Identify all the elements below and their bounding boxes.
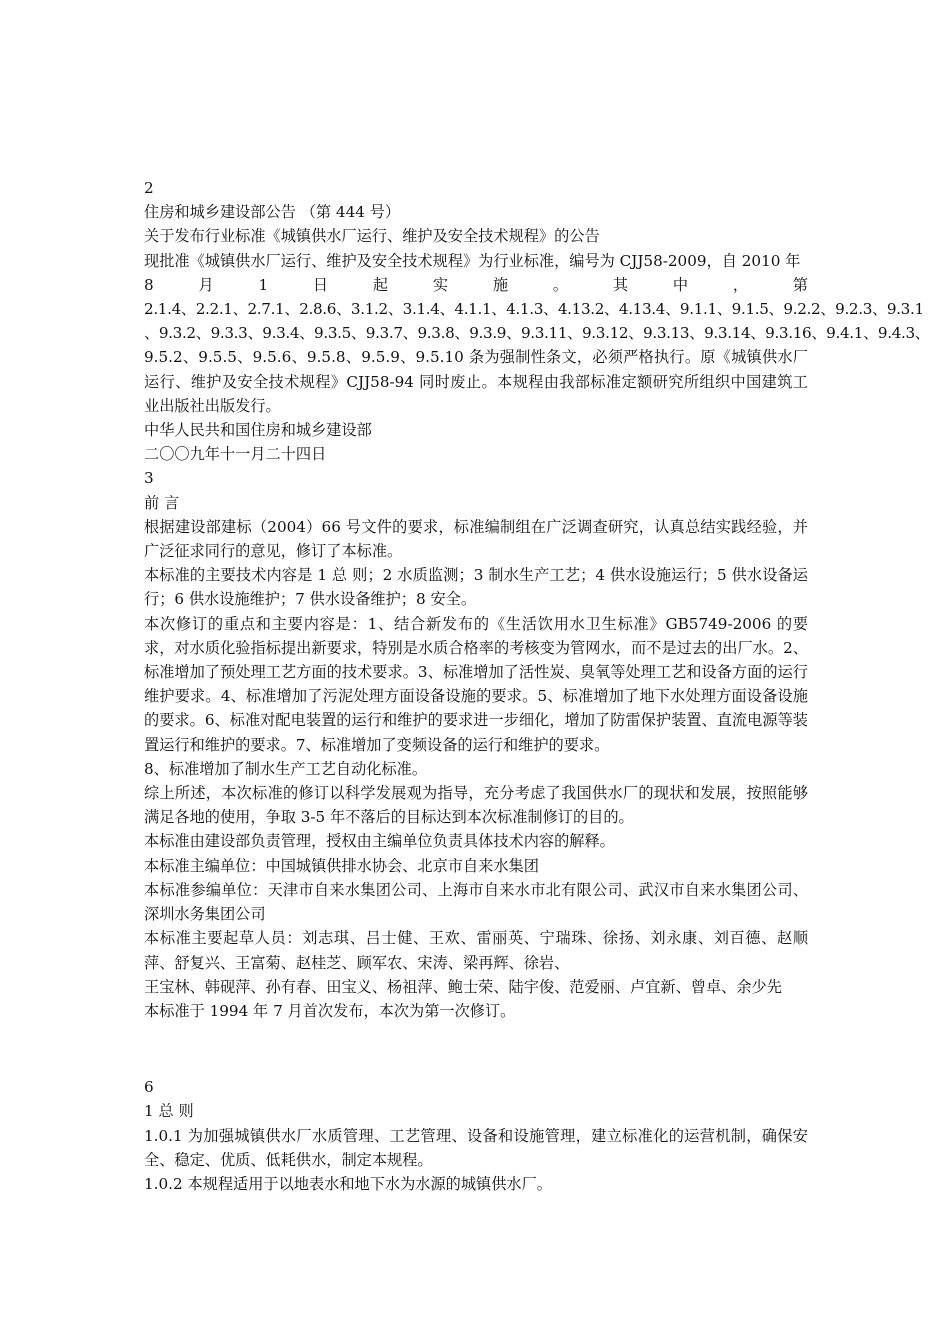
date-word: 日	[312, 275, 329, 294]
preface-paragraph: 综上所述，本次标准的修订以科学发展观为指导，充分考虑了我国供水厂的现状和发展，按照能够满足各地的使用，争取 3-5 年不落后的目标达到本次标准制修订的目的。	[144, 784, 808, 827]
preface-paragraph: 根据建设部建标（2004）66 号文件的要求，标准编制组在广泛调查研究，认真总结实践经验，并广泛征求同行的意见，修订了本标准。	[144, 517, 808, 561]
date-word: 月	[198, 275, 214, 294]
preface-paragraph: 本标准参编单位：天津市自来水集团公司、上海市自来水市北有限公司、武汉市自来水集团公司、深圳水务集团公司	[144, 880, 808, 924]
document-page	[144, 176, 930, 1196]
date-word: 施	[492, 275, 509, 294]
preface-paragraph: 8、标准增加了制水生产工艺自动化标准。	[144, 759, 428, 778]
clause-list-line: 、9.3.2、9.3.3、9.3.4、9.3.5、9.3.7、9.3.8、9.3.9、9.3.11、9.3.12、9.3.13、9.3.14、9.3.16、9.4.1、9.4.3、	[144, 324, 930, 343]
clause-paragraph: 1.0.1 为加强城镇供水厂水质管理、工艺管理、设备和设施管理，建立标准化的运营机制，确保安全、稳定、优质、低耗供水，制定本规程。	[144, 1126, 808, 1169]
date-word: 实	[432, 275, 449, 294]
announcement-heading: 住房和城乡建设部公告 （第 444 号）	[144, 203, 401, 222]
announcement-subheading: 关于发布行业标准《城镇供水厂运行、维护及安全技术规程》的公告	[144, 227, 600, 246]
clause-list-line: 2.1.4、2.2.1、2.7.1、2.8.6、3.1.2、3.1.4、4.1.1、4.1.3、4.13.2、4.13.4、9.1.1、9.1.5、9.2.2、9.2.3、9.3.1	[144, 300, 924, 319]
preface-paragraph: 本标准由建设部负责管理，授权由主编单位负责具体技术内容的解释。	[144, 832, 615, 851]
drafters-list: 本标准主要起草人员：刘志琪、吕士健、王欢、雷丽英、宁瑞珠、徐扬、刘永康、刘百德、赵顺萍、舒复兴、王富菊、赵桂芝、顾军农、宋涛、梁再辉、徐岩、	[144, 929, 808, 972]
drafters-list: 王宝林、韩砚萍、孙有春、田宝义、杨祖萍、鲍士荣、陆宇俊、范爱丽、卢宜新、曾卓、余少先	[144, 977, 782, 996]
preface-paragraph: 本标准的主要技术内容是 1 总 则；2 水质监测；3 制水生产工艺；4 供水设施运行；5 供水设备运行；6 供水设施维护；7 供水设备维护；8 安全。	[144, 566, 808, 609]
page-number: 6	[144, 1078, 154, 1097]
announcement-body: 9.5.2、9.5.5、9.5.6、9.5.8、9.5.9、9.5.10 条为强制性条文，必须严格执行。原《城镇供水厂运行、维护及安全技术规程》CJJ58-94 同时废止。本规程由我部标准定额研究所组织中国建筑工业出版社出版发行。	[144, 348, 808, 415]
page-gap	[144, 1023, 808, 1075]
effective-date-line	[144, 273, 808, 297]
issuer: 中华人民共和国住房和城乡建设部	[144, 421, 372, 440]
preface-heading: 前 言	[144, 493, 180, 512]
issue-date: 二〇〇九年十一月二十四日	[144, 445, 327, 464]
date-word: 。	[552, 275, 569, 294]
date-word: 第	[792, 275, 808, 294]
announcement-body-line: 现批准《城镇供水厂运行、维护及安全技术规程》为行业标准，编号为 CJJ58-2009，自 2010 年	[144, 251, 801, 270]
preface-paragraph: 本标准主编单位：中国城镇供排水协会、北京市自来水集团	[144, 856, 539, 875]
page-number: 3	[144, 469, 154, 488]
chapter-heading: 1 总 则	[144, 1102, 194, 1121]
clause-paragraph: 1.0.2 本规程适用于以地表水和地下水为水源的城镇供水厂。	[144, 1174, 552, 1193]
date-word: 1	[258, 275, 269, 294]
preface-paragraph: 本次修订的重点和主要内容是：1、结合新发布的《生活饮用水卫生标准》GB5749-2006 的要求，对水质化验指标提出新要求，特别是水质合格率的考核变为管网水，而不是过去的出厂水。2、标准增加了预处理工艺方面的技术要求。3、标准增加了活性炭、臭氧等处理工艺和设备方面的运行维护要求。4、标准增加了污泥处理方面设备设施的要求。5、标准增加了地下水处理方面设备设施的要求。6、标准对配电装置的运行和维护的要求进一步细化，增加了防雷保护装置、直流电源等装置运行和维护的要求。7、标准增加了变频设备的运行和维护的要求。	[144, 614, 808, 754]
date-word: 8	[144, 275, 154, 294]
date-word: ，	[732, 275, 748, 294]
date-word: 中	[672, 275, 689, 294]
preface-paragraph: 本标准于 1994 年 7 月首次发布，本次为第一次修订。	[144, 1001, 516, 1020]
date-word: 起	[372, 275, 389, 294]
date-word: 其	[612, 275, 629, 294]
page-number: 2	[144, 179, 154, 197]
